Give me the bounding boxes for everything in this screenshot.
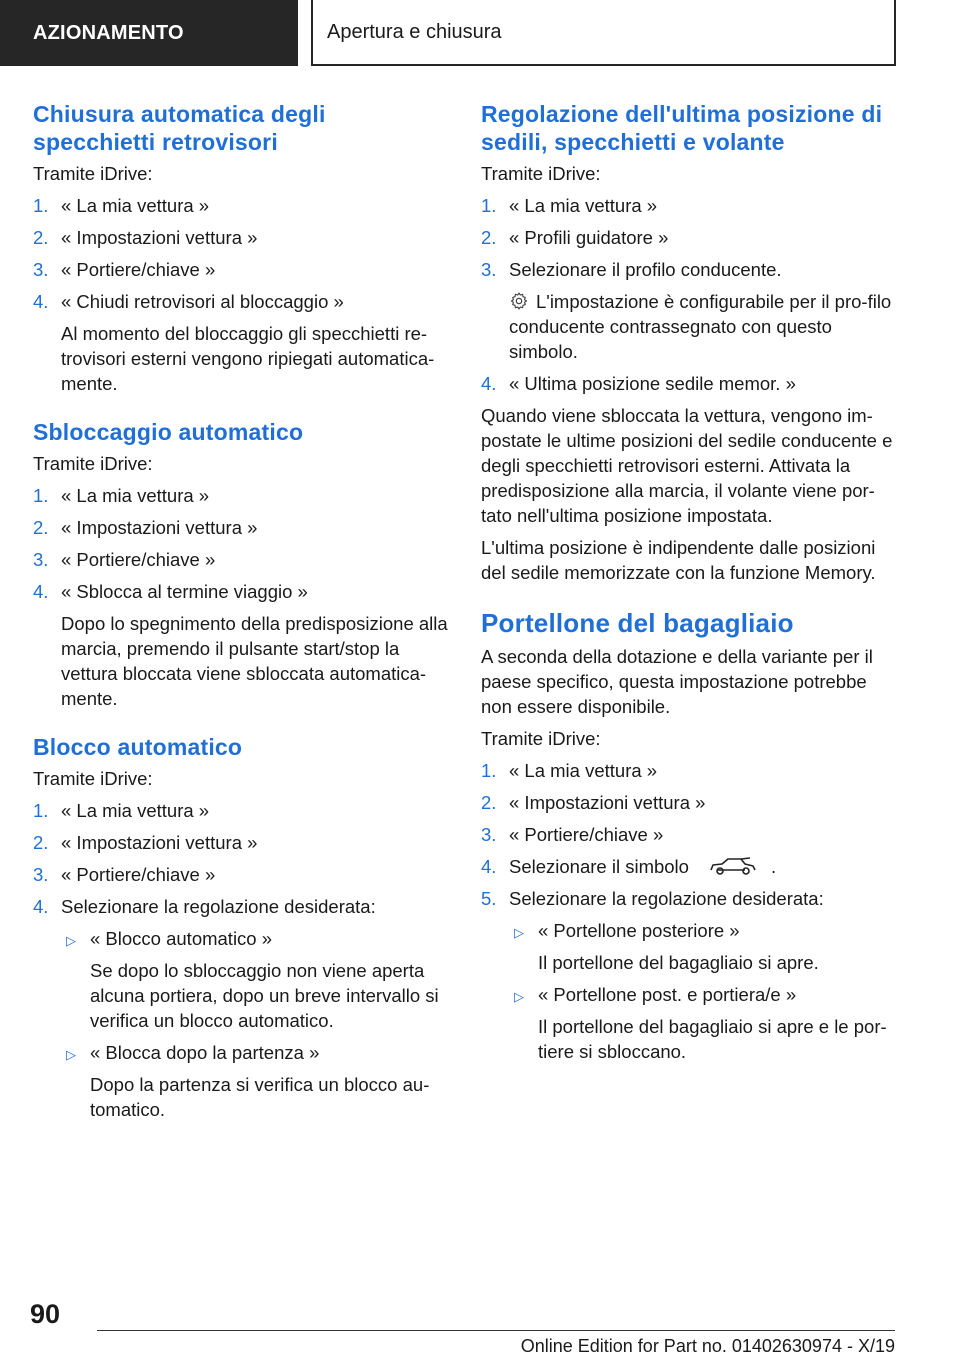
option-item	[61, 926, 453, 1033]
step-item	[481, 371, 901, 396]
step-text-suffix: .	[770, 856, 777, 877]
option-item	[509, 918, 901, 975]
step-item	[481, 225, 901, 250]
step-text: « Impostazioni vettura »	[509, 792, 706, 813]
step-item	[33, 830, 453, 855]
step-note	[509, 289, 901, 364]
intro-text: Tramite iDrive:	[33, 453, 153, 474]
step-item	[481, 790, 901, 815]
step-item	[481, 886, 901, 1064]
intro-text: Tramite iDrive:	[481, 163, 601, 184]
step-number: 4.	[33, 896, 49, 917]
step-text: Selezionare la regolazione desiderata:	[61, 896, 376, 917]
step-item	[33, 798, 453, 823]
footer-edition: Online Edition for Part no. 01402630974 - X/19	[520, 1336, 895, 1356]
step-item	[33, 193, 453, 218]
intro-text: Tramite iDrive:	[33, 163, 153, 184]
car-icon	[709, 855, 757, 877]
step-number: 1.	[33, 195, 49, 216]
option-item	[61, 1040, 453, 1122]
step-item	[481, 758, 901, 783]
step-number: 1.	[33, 800, 49, 821]
step-text: Selezionare il profilo conducente.	[509, 259, 782, 280]
step-item	[481, 854, 901, 879]
option-label: « Portellone post. e portiera/e »	[538, 984, 797, 1005]
heading-auto-unlock: Sbloccaggio automatico	[33, 419, 304, 445]
step-list	[33, 483, 453, 711]
step-item	[33, 862, 453, 887]
step-number: 2.	[33, 832, 49, 853]
section-last-position	[481, 100, 901, 585]
step-text: « Portiere/chiave »	[509, 824, 664, 845]
step-number: 3.	[33, 864, 49, 885]
step-number: 4.	[33, 291, 49, 312]
step-number: 2.	[33, 517, 49, 538]
option-description: Se dopo lo sbloccaggio non viene aperta alcuna portiera, dopo un breve intervallo si verifica un blocco automatico.	[90, 960, 439, 1031]
right-column	[481, 100, 901, 1086]
intro-text: Tramite iDrive:	[33, 768, 153, 789]
step-item	[33, 579, 453, 711]
body-paragraph: Quando viene sbloccata la vettura, vengono im-postate le ultime posizioni del sedile conducente e degli specchietti retrovisori esterni. Attivata la predisposizione alla marcia, il volante viene por-tato nell'ultima posizione impostata.	[481, 405, 893, 526]
step-text: « Portiere/chiave »	[61, 259, 216, 280]
heading-last-position: Regolazione dell'ultima posizione di sedili, specchietti e volante	[481, 101, 883, 155]
step-number: 3.	[481, 824, 497, 845]
step-text: « Impostazioni vettura »	[61, 517, 258, 538]
step-text: « Chiudi retrovisori al bloccaggio »	[61, 291, 344, 312]
step-number: 4.	[33, 581, 49, 602]
step-number: 2.	[481, 792, 497, 813]
step-list	[33, 798, 453, 1122]
step-item	[33, 225, 453, 250]
step-text: « Ultima posizione sedile memor. »	[509, 373, 796, 394]
footer-divider	[97, 1330, 895, 1331]
step-text: « Portiere/chiave »	[61, 549, 216, 570]
step-item	[481, 193, 901, 218]
step-number: 1.	[481, 760, 497, 781]
step-number: 1.	[481, 195, 497, 216]
topic-label: Apertura e chiusura	[311, 0, 896, 66]
step-note: Dopo lo spegnimento della predisposizione alla marcia, premendo il pulsante start/stop la vettura bloccata viene sbloccata automatica-mente.	[61, 613, 448, 709]
page-number: 90	[30, 1299, 61, 1329]
step-item	[33, 289, 453, 396]
option-label: « Blocca dopo la partenza »	[90, 1042, 320, 1063]
step-text: « La mia vettura »	[509, 195, 658, 216]
section-label: AZIONAMENTO	[0, 0, 298, 66]
triangle-bullet-icon: ▷	[514, 925, 524, 940]
left-column	[33, 100, 453, 1144]
triangle-bullet-icon: ▷	[66, 933, 76, 948]
option-label: « Portellone posteriore »	[538, 920, 740, 941]
step-item	[33, 483, 453, 508]
body-paragraph: A seconda della dotazione e della variante per il paese specifico, questa impostazione potrebbe non essere disponibile.	[481, 646, 873, 717]
step-list	[481, 193, 901, 396]
step-text: « Portiere/chiave »	[61, 864, 216, 885]
heading-auto-lock: Blocco automatico	[33, 734, 243, 760]
heading-mirror-folding: Chiusura automatica degli specchietti retrovisori	[33, 101, 326, 155]
step-number: 4.	[481, 373, 497, 394]
step-list	[33, 193, 453, 396]
step-number: 5.	[481, 888, 497, 909]
option-item	[509, 982, 901, 1064]
step-note: Al momento del bloccaggio gli specchietti re-trovisori esterni vengono ripiegati automatica-mente.	[61, 323, 435, 394]
section-tailgate	[481, 607, 901, 1064]
step-item	[33, 257, 453, 282]
heading-tailgate: Portellone del bagagliaio	[481, 608, 794, 638]
step-number: 1.	[33, 485, 49, 506]
option-description: Il portellone del bagagliaio si apre.	[538, 952, 819, 973]
triangle-bullet-icon: ▷	[66, 1047, 76, 1062]
step-number: 2.	[33, 227, 49, 248]
page-header	[0, 0, 960, 66]
step-number: 3.	[33, 259, 49, 280]
step-text: « La mia vettura »	[509, 760, 658, 781]
option-list	[61, 926, 453, 1122]
step-text: « La mia vettura »	[61, 800, 210, 821]
step-number: 3.	[33, 549, 49, 570]
step-text: « Profili guidatore »	[509, 227, 669, 248]
step-item	[33, 894, 453, 1122]
option-label: « Blocco automatico »	[90, 928, 273, 949]
step-list	[481, 758, 901, 1064]
step-text: Selezionare la regolazione desiderata:	[509, 888, 824, 909]
section-auto-lock	[33, 733, 453, 1122]
option-description: Il portellone del bagagliaio si apre e le por-tiere si sbloccano.	[538, 1016, 887, 1062]
step-text: « Sblocca al termine viaggio »	[61, 581, 308, 602]
step-text: « Impostazioni vettura »	[61, 832, 258, 853]
step-number: 3.	[481, 259, 497, 280]
step-text: « La mia vettura »	[61, 485, 210, 506]
step-text: « La mia vettura »	[61, 195, 210, 216]
body-paragraph: L'ultima posizione è indipendente dalle posizioni del sedile memorizzate con la funzione Memory.	[481, 537, 876, 583]
option-description: Dopo la partenza si verifica un blocco au-tomatico.	[90, 1074, 430, 1120]
step-item	[33, 547, 453, 572]
step-item	[33, 515, 453, 540]
gear-icon	[509, 291, 529, 311]
step-number: 4.	[481, 856, 497, 877]
step-item	[481, 257, 901, 364]
step-note-text: L'impostazione è configurabile per il pro-filo conducente contrassegnato con questo simbolo.	[509, 291, 892, 362]
step-item	[481, 822, 901, 847]
step-text: « Impostazioni vettura »	[61, 227, 258, 248]
section-auto-unlock	[33, 418, 453, 711]
section-mirror-folding	[33, 100, 453, 396]
triangle-bullet-icon: ▷	[514, 989, 524, 1004]
option-list	[509, 918, 901, 1064]
step-text: Selezionare il simbolo	[509, 856, 689, 877]
step-number: 2.	[481, 227, 497, 248]
intro-text: Tramite iDrive:	[481, 728, 601, 749]
